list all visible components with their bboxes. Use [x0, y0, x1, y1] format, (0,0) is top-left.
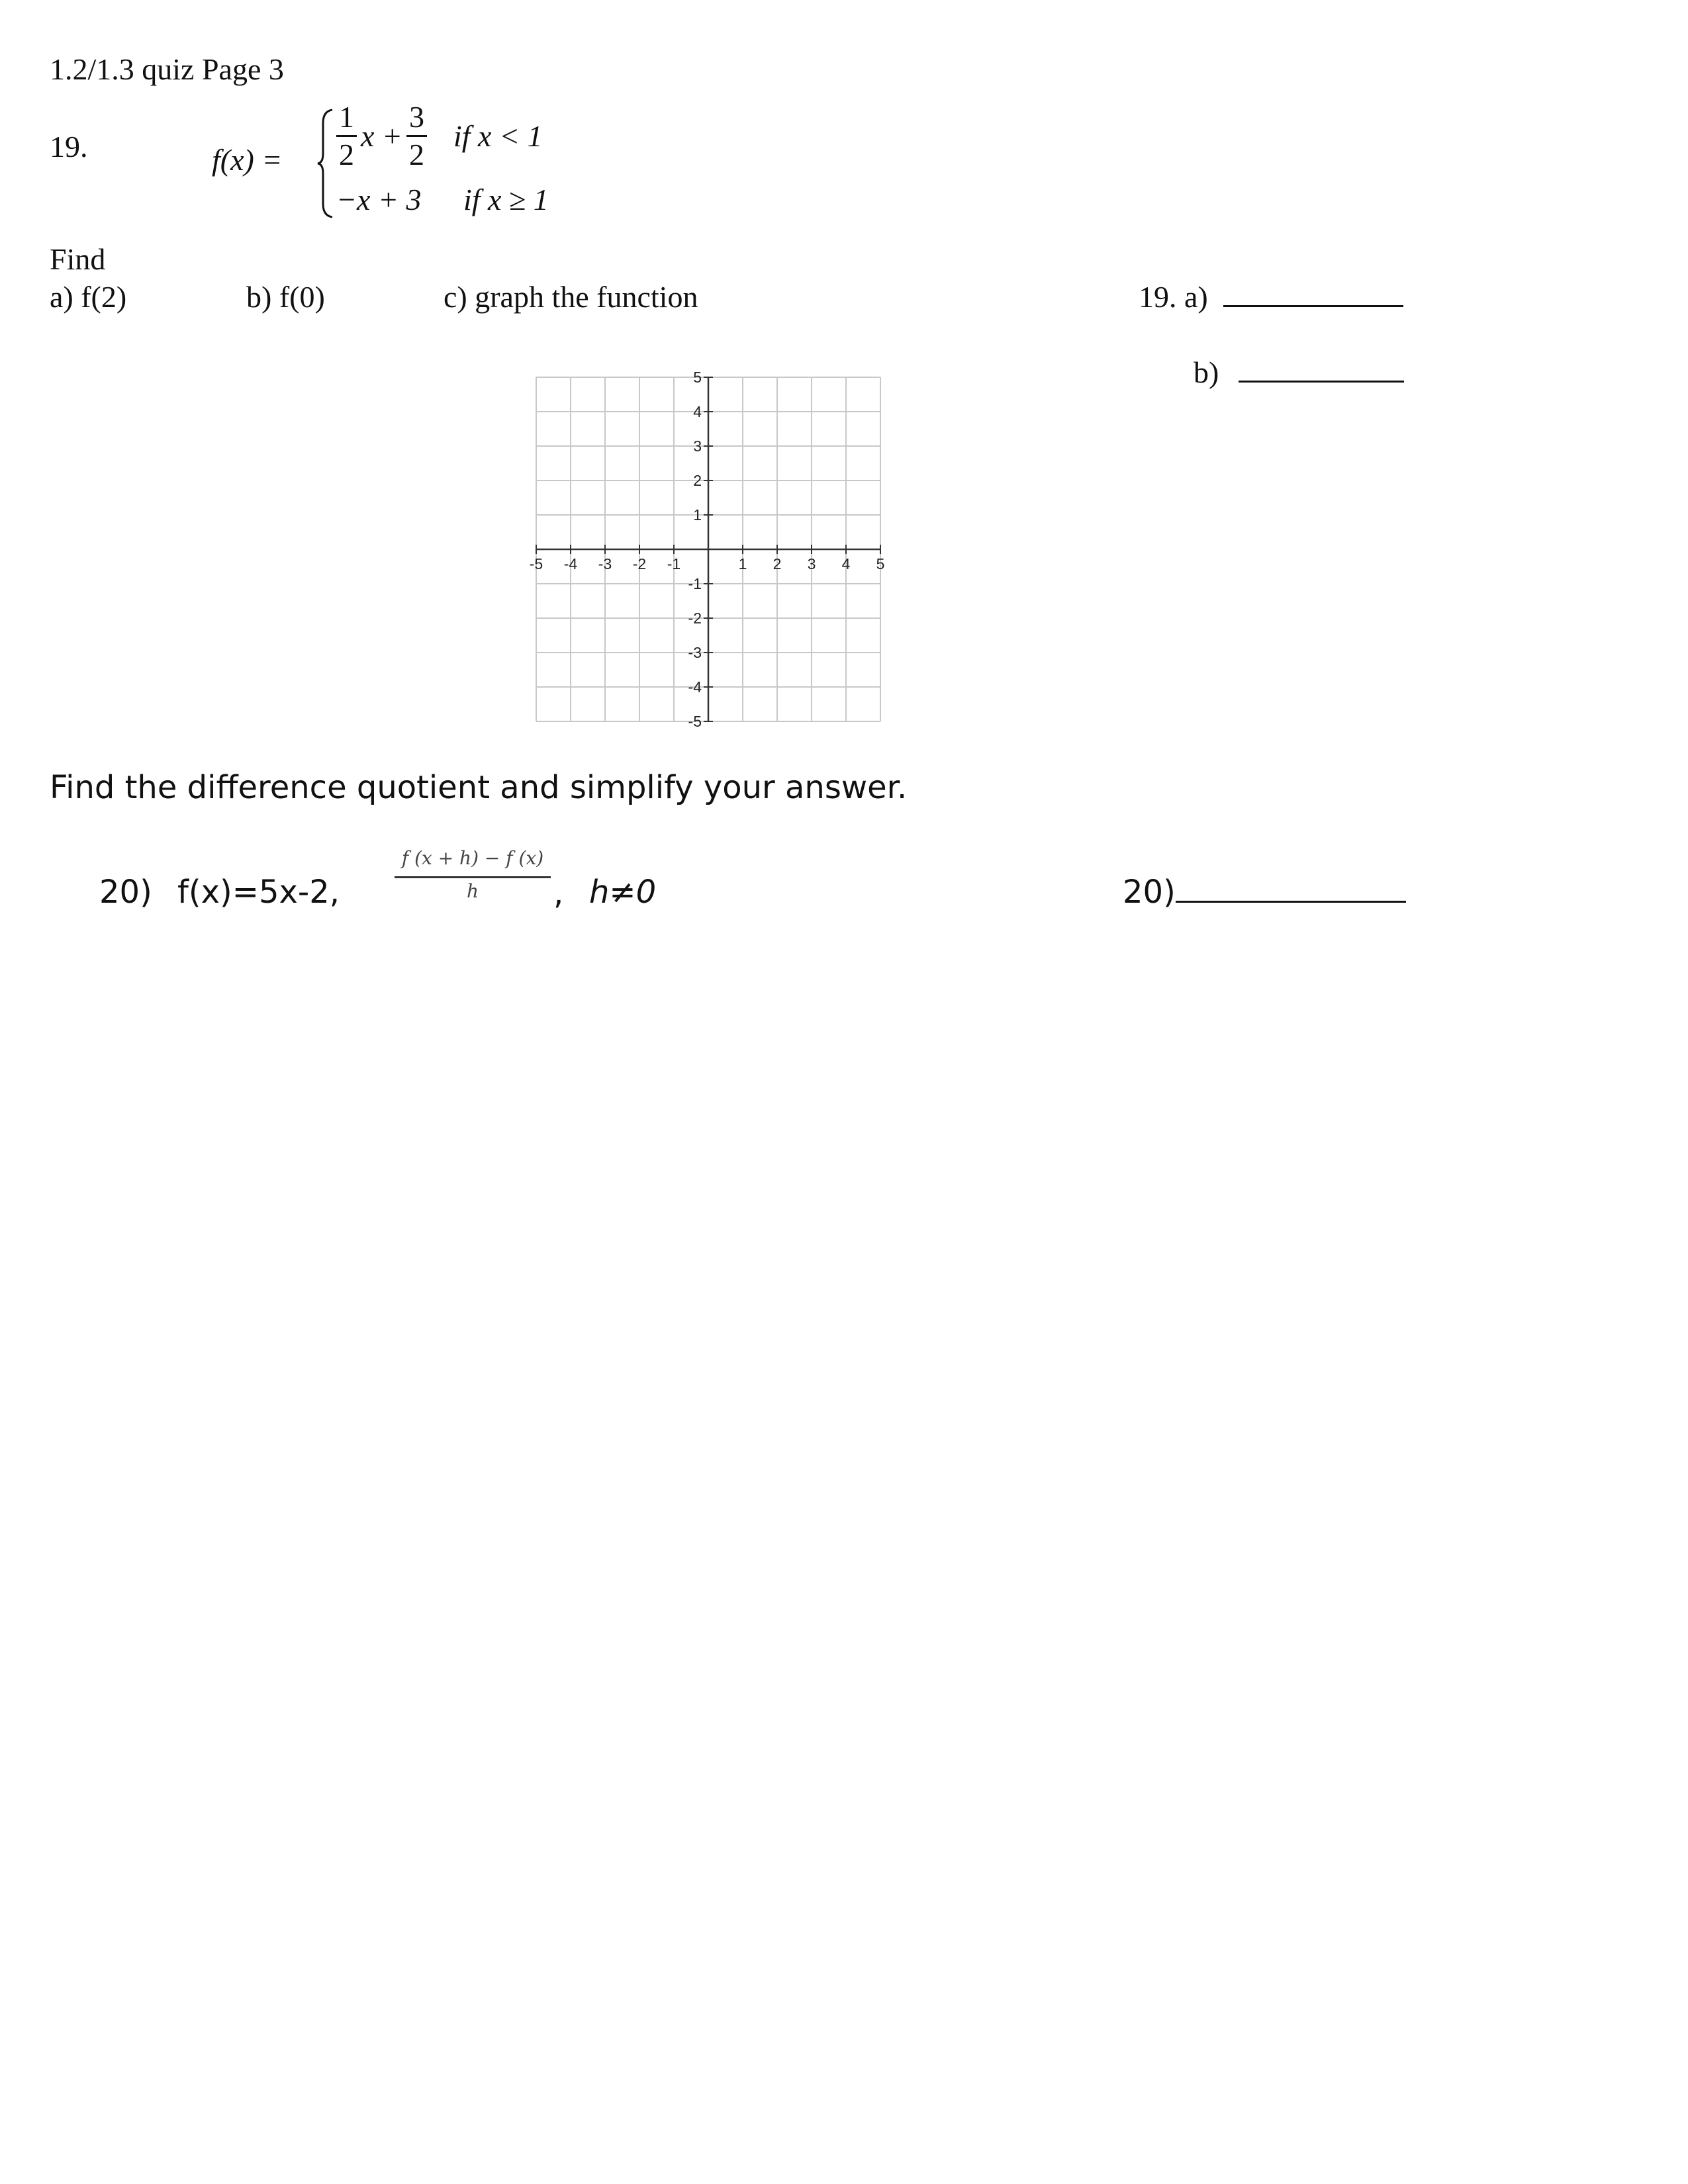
x-tick-label: 5 — [876, 555, 885, 572]
answer-20-blank[interactable] — [1176, 901, 1406, 903]
y-tick-label: -3 — [688, 644, 702, 661]
y-tick-label: -5 — [688, 713, 702, 730]
y-tick-label: -2 — [688, 610, 702, 627]
x-tick-label: -2 — [632, 555, 647, 572]
part-a-label: a) f(2) — [50, 280, 127, 314]
dq-fraction-bar — [395, 876, 551, 878]
answer-19a — [1139, 279, 1403, 314]
question-19-number: 19. — [50, 130, 88, 163]
part-c-label: c) graph the function — [444, 280, 698, 314]
x-tick-label: -4 — [563, 555, 578, 572]
piece-1-middle: x + — [361, 118, 402, 153]
fraction-denominator: 2 — [408, 137, 424, 171]
fraction-one-half — [336, 99, 357, 171]
answer-19a-label: 19. a) — [1139, 280, 1208, 314]
x-tick-label: -5 — [529, 555, 543, 572]
y-tick-label: 3 — [693, 437, 702, 455]
y-tick-label: 4 — [693, 403, 702, 420]
answer-20 — [1123, 874, 1406, 911]
q20-function-text: f(x)=5x-2, — [177, 874, 340, 911]
q20-number: 20) — [99, 874, 152, 911]
coordinate-grid-svg — [526, 367, 897, 738]
fraction-denominator: 2 — [339, 137, 354, 171]
x-tick-label: 2 — [773, 555, 782, 572]
answer-19b-label: b) — [1194, 355, 1219, 389]
y-tick-label: -4 — [688, 678, 702, 696]
dq-numerator: f (x + h) − f (x) — [401, 847, 544, 869]
y-tick-label: 1 — [693, 506, 702, 523]
x-tick-label: -1 — [667, 555, 681, 572]
x-tick-label: -3 — [598, 555, 612, 572]
find-label: Find — [50, 242, 106, 276]
fraction-numerator: 3 — [406, 102, 427, 137]
answer-19b — [1194, 355, 1404, 390]
piece-2-expression: −x + 3 — [336, 183, 422, 216]
fraction-three-halves — [406, 99, 427, 171]
x-tick-label: 4 — [841, 555, 851, 572]
piece-1-condition: if x < 1 — [453, 118, 543, 153]
part-b-label: b) f(0) — [246, 280, 325, 314]
q20-function — [177, 874, 340, 911]
function-lhs: f(x) = — [212, 143, 283, 177]
left-brace-icon — [316, 107, 335, 220]
answer-20-label: 20) — [1123, 874, 1176, 911]
piece-1 — [336, 99, 543, 172]
q20-condition: h≠0 — [589, 874, 657, 911]
x-tick-label: 1 — [738, 555, 747, 572]
y-tick-label: -1 — [688, 575, 702, 592]
q20-comma: , — [553, 875, 564, 912]
difference-quotient — [395, 847, 553, 920]
piece-2-condition: if x ≥ 1 — [463, 183, 549, 216]
q20-instruction: Find the difference quotient and simplify your answer. — [50, 769, 908, 806]
page-title: 1.2/1.3 quiz Page 3 — [50, 52, 284, 86]
dq-denominator: h — [466, 880, 479, 902]
piecewise-function — [212, 99, 609, 225]
coordinate-grid — [526, 367, 897, 738]
y-tick-label: 2 — [693, 472, 702, 489]
answer-19b-blank[interactable] — [1239, 381, 1404, 383]
fraction-numerator: 1 — [336, 102, 357, 137]
y-tick-label: 5 — [693, 369, 702, 386]
x-tick-label: 3 — [807, 555, 816, 572]
answer-19a-blank[interactable] — [1223, 305, 1403, 307]
